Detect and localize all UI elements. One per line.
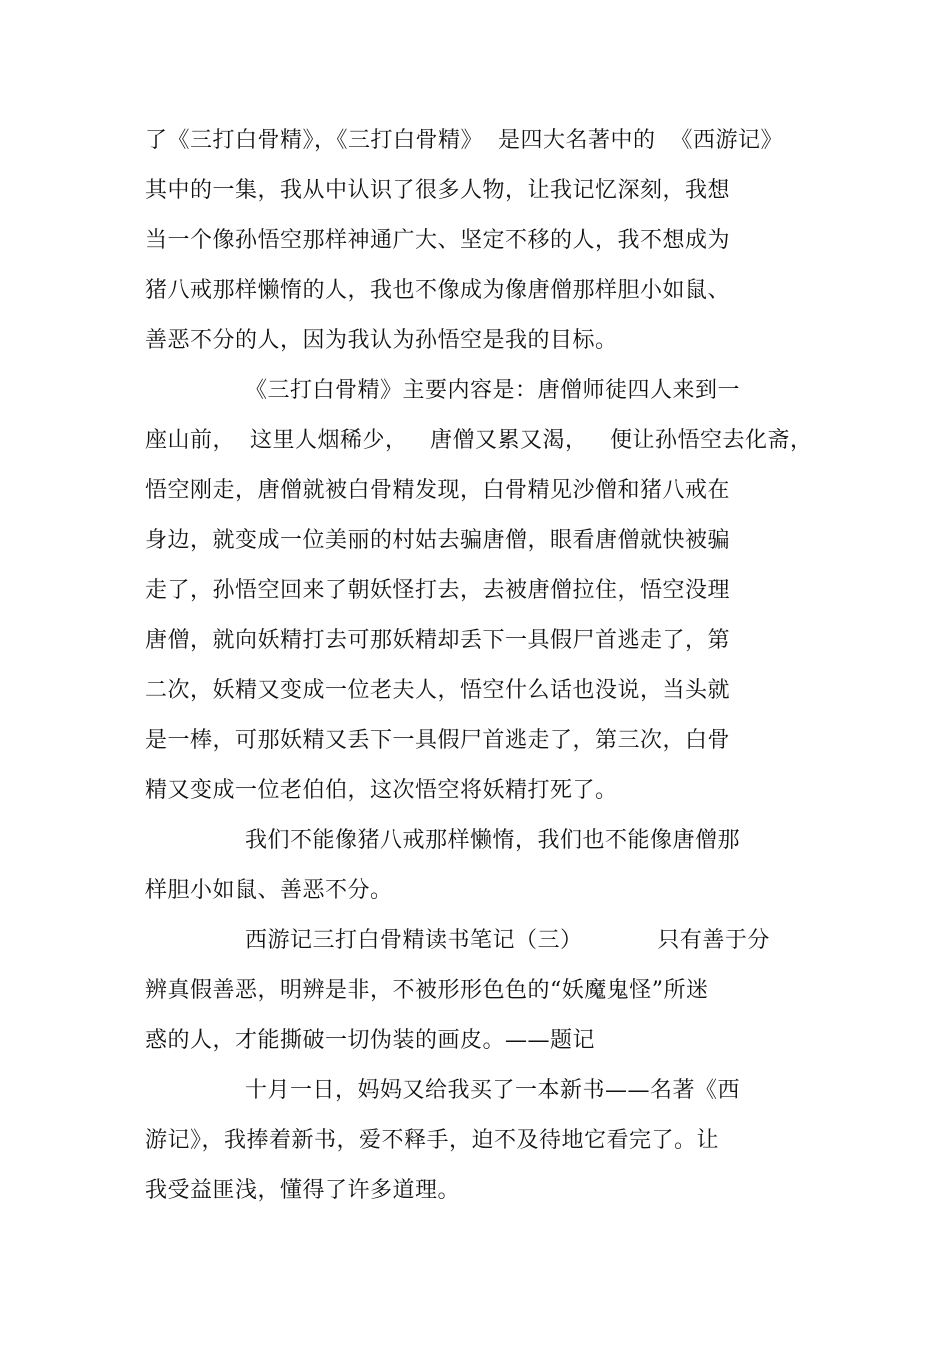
text-line: 悟空刚走，唐僧就被白骨精发现，白骨精见沙僧和猪八戒在 (145, 478, 731, 503)
text-line: 惑的人，才能撕破一切伪装的画皮。——题记 (145, 1028, 596, 1053)
text-line: 座山前， 这里人烟稀少， 唐僧又累又渴， 便让孙悟空去化斋， (145, 428, 813, 453)
text-line: 当一个像孙悟空那样神通广大、坚定不移的人，我不想成为 (145, 228, 731, 253)
text-line: 猪八戒那样懒惰的人，我也不像成为像唐僧那样胆小如鼠、 (145, 278, 731, 303)
text-line: 了《三打白骨精》，《三打白骨精》 是四大名著中的 《西游记》 (145, 128, 783, 153)
text-line: 是一棒，可那妖精又丢下一具假尸首逃走了，第三次，白骨 (145, 728, 731, 753)
text-line: 辨真假善恶，明辨是非，不被形形色色的“妖魔鬼怪”所迷 (145, 978, 709, 1003)
text-line: 游记》，我捧着新书，爱不释手，迫不及待地它看完了。让 (145, 1128, 720, 1153)
text-line: 善恶不分的人，因为我认为孙悟空是我的目标。 (145, 328, 618, 353)
text-line: 二次，妖精又变成一位老夫人，悟空什么话也没说，当头就 (145, 678, 731, 703)
text-line: 精又变成一位老伯伯，这次悟空将妖精打死了。 (145, 778, 618, 803)
text-line: 身边，就变成一位美丽的村姑去骗唐僧，眼看唐僧就快被骗 (145, 528, 731, 553)
paragraph-start-line: 《三打白骨精》主要内容是：唐僧师徒四人来到一 (245, 378, 741, 403)
text-line: 唐僧，就向妖精打去可那妖精却丢下一具假尸首逃走了，第 (145, 628, 731, 653)
paragraph-start-line: 西游记三打白骨精读书笔记（三） 只有善于分 (245, 928, 770, 953)
text-line: 其中的一集，我从中认识了很多人物，让我记忆深刻，我想 (145, 178, 731, 203)
text-line: 走了，孙悟空回来了朝妖怪打去，去被唐僧拉住，悟空没理 (145, 578, 731, 603)
text-line: 我受益匪浅，懂得了许多道理。 (145, 1178, 461, 1203)
paragraph-start-line: 十月一日，妈妈又给我买了一本新书——名著《西 (245, 1078, 741, 1103)
paragraph-start-line: 我们不能像猪八戒那样懒惰，我们也不能像唐僧那 (245, 828, 741, 853)
text-line: 样胆小如鼠、善恶不分。 (145, 878, 393, 903)
